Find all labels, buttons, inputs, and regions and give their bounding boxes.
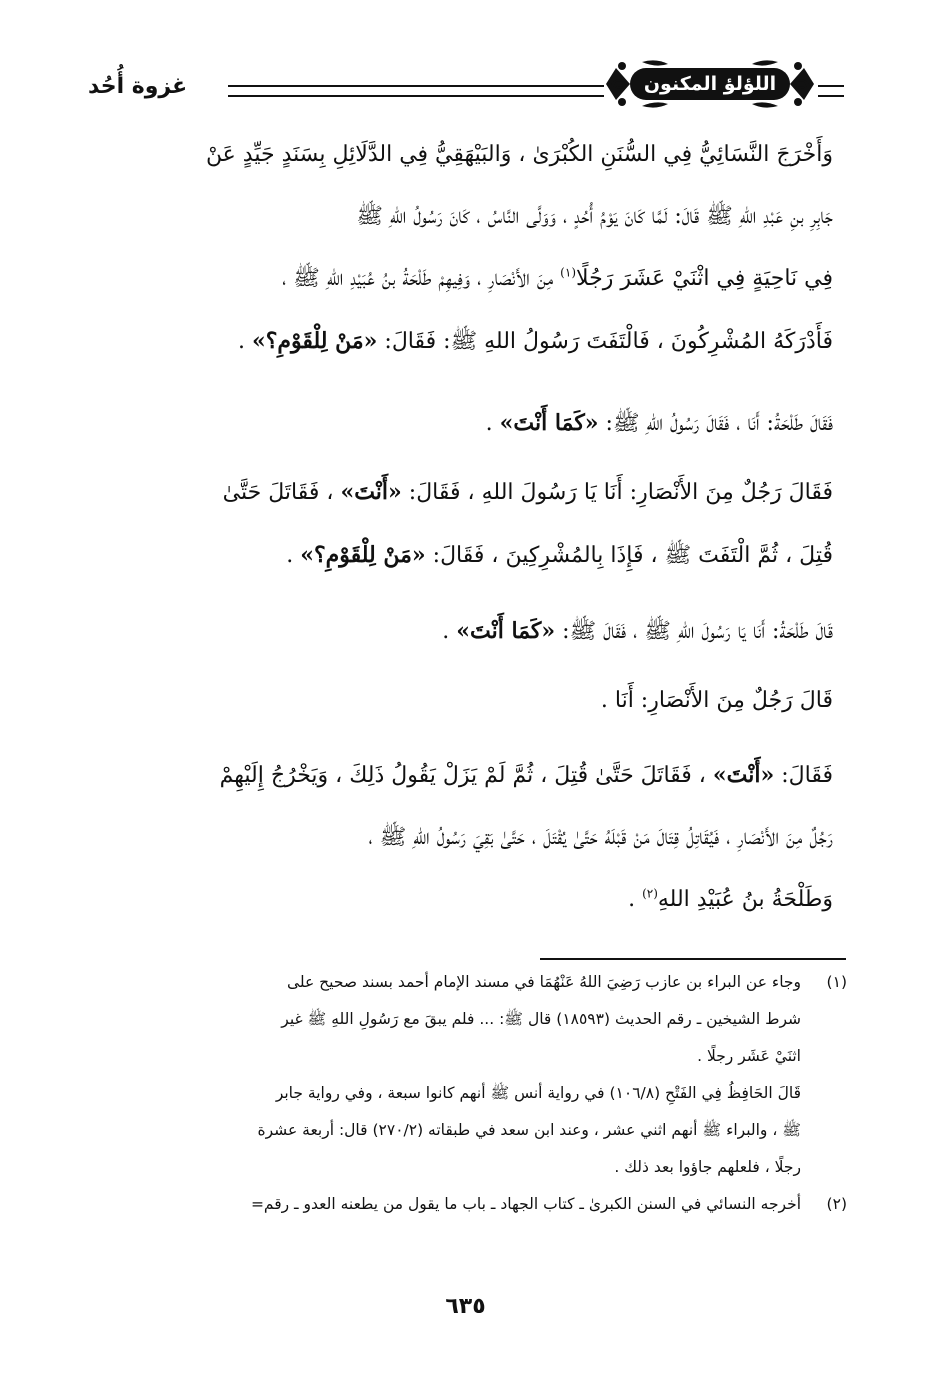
footnote-line: ﷺ ، والبراء ﷺ أنهم اثني عشر ، وعند ابن سعد في طبقاته (٢٧٠/٢) قال: أربعة عشرة — [257, 1121, 801, 1139]
paragraph-line — [93, 248, 833, 310]
text-run: مِنَ الأَنْصَارِ ، وَفِيهِمْ طَلْحَةُ بنُ عُبَيْدِ اللهِ ﷺ ، — [282, 266, 561, 291]
footnote-number: (١) — [826, 973, 847, 991]
book-title-ornament — [602, 58, 818, 110]
book-title: اللؤلؤ المكنون — [630, 68, 790, 100]
text-run: ، فَقَاتَلَ حَتَّىٰ قُتِلَ ، ثُمَّ لَمْ يَزَلْ يَقُولُ ذَلِكَ ، وَيَخْرُجُ إِلَيْهِمْ — [219, 763, 713, 788]
footnote-line: شرط الشيخين ـ رقم الحديث (١٨٥٩٣) قال ﷺ: ... فلم يبقَ مع رَسُولِ اللهِ ﷺ غير — [281, 1010, 801, 1028]
paragraph-line — [93, 461, 833, 524]
footnote-separator — [540, 958, 846, 960]
text-run: قَالَ طَلْحَةُ: أَنَا يَا رَسُولَ اللهِ ﷺ ، فَقَالَ ﷺ: — [555, 619, 833, 644]
prophet-quote: «أَنْتَ» — [712, 762, 775, 788]
footnote-2 — [87, 1186, 847, 1223]
text-run: . — [237, 329, 252, 354]
paragraph-6 — [93, 744, 833, 931]
text-run: ، فَقَاتَلَ حَتَّىٰ — [222, 480, 341, 505]
footnote-ref-2[interactable]: (٢) — [642, 886, 658, 901]
text-run: فَقَالَ: — [774, 763, 833, 788]
prophet-quote: «مَنْ لِلْقَوْمِ؟» — [251, 328, 378, 354]
paragraph-3 — [93, 461, 833, 587]
running-header — [88, 52, 846, 116]
prophet-quote: «أَنْتَ» — [340, 479, 402, 505]
paragraph-2 — [93, 392, 833, 455]
footnote-line: قَالَ الحَافِظُ فِي الفَتْحِ (١٠٦/٨) في رواية أنس ﷺ أنهم كانوا سبعة ، وفي رواية جابر — [275, 1084, 801, 1102]
header-rule-right — [818, 85, 844, 97]
text-run: فِي نَاحِيَةٍ فِي اثْنَيْ عَشَرَ رَجُلًا — [576, 266, 833, 291]
paragraph-line — [93, 869, 833, 931]
footnote-line: وجاء عن البراء بن عازب رَضِيَ اللهُ عَنْهُمَا في مسند الإمام أحمد بسند صحيح على — [286, 973, 801, 991]
footnotes — [87, 964, 847, 1223]
footnote-number: (٢) — [826, 1195, 847, 1213]
page-number: ٦٣٥ — [445, 1294, 486, 1319]
footnote-ref-1[interactable]: (١) — [560, 265, 576, 280]
paragraph-4 — [93, 600, 833, 663]
footnote-line: رجلًا ، فلعلهم جاؤوا بعد ذلك . — [614, 1158, 801, 1176]
text-run: قُتِلَ ، ثُمَّ الْتَفَتَ ﷺ ، فَإِذَا بِالمُشْرِكِينَ ، فَقَالَ: — [425, 543, 833, 568]
header-rule-left — [228, 85, 604, 97]
text-run: فَقَالَ رَجُلٌ مِنَ الأَنْصَارِ: أَنَا يَا رَسُولَ اللهِ ، فَقَالَ: — [401, 480, 833, 505]
footnote-line: اثنَيْ عَشَر رجلًا . — [697, 1047, 801, 1065]
text-run: . — [485, 411, 500, 436]
paragraph-line — [93, 310, 833, 373]
paragraph-line: رَجُلٌ مِنَ الأَنْصَارِ ، فَيُقَاتِلُ قِتَالَ مَنْ قَبْلَهُ حَتَّىٰ يُقْتَلَ ، حَتَّىٰ بَقِيَ رَسُولُ اللهِ ﷺ ، — [368, 825, 833, 850]
prophet-quote: «كَمَا أَنْتَ» — [456, 618, 556, 644]
prophet-quote: «مَنْ لِلْقَوْمِ؟» — [300, 542, 426, 568]
paragraph-line — [93, 392, 833, 455]
paragraph-line — [93, 524, 833, 587]
paragraph-line — [93, 744, 833, 807]
paragraph-line: وَأَخْرَجَ النَّسَائِيُّ فِي السُّنَنِ الكُبْرَىٰ ، وَالبَيْهَقِيُّ فِي الدَّلَائِلِ بِسَنَدٍ جَيِّدٍ عَنْ — [205, 142, 833, 167]
text-run: فَقَالَ طَلْحَةُ: أَنَا ، فَقَالَ رَسُولُ اللهِ ﷺ: — [598, 411, 833, 436]
paragraph-1 — [93, 124, 833, 373]
paragraph-line — [93, 600, 833, 663]
paragraph-5 — [93, 670, 833, 732]
paragraph-line: جَابِرِ بنِ عَبْدِ اللهِ ﷺ قَالَ: لَمَّا كَانَ يَوْمُ أُحُدٍ ، وَوَلَّى النَّاسُ ، كَانَ رَسُولُ اللهِ ﷺ — [356, 204, 833, 229]
text-run: . — [628, 887, 643, 912]
text-run: . — [442, 619, 457, 644]
prophet-quote: «كَمَا أَنْتَ» — [499, 410, 599, 436]
chapter-title: غزوة أُحُد — [88, 74, 188, 99]
footnote-line: أخرجه النسائي في السنن الكبرىٰ ـ كتاب الجهاد ـ باب ما يقول من يطعنه العدو ـ رقم= — [250, 1195, 801, 1213]
text-run: فَأَدْرَكَهُ المُشْرِكُونَ ، فَالْتَفَتَ رَسُولُ اللهِ ﷺ: فَقَالَ: — [377, 329, 833, 354]
text-run: وَطَلْحَةُ بنُ عُبَيْدِ اللهِ — [657, 887, 833, 912]
paragraph-line: قَالَ رَجُلٌ مِنَ الأَنْصَارِ: أَنَا . — [600, 688, 833, 713]
footnote-1 — [87, 964, 847, 1186]
text-run: . — [286, 543, 301, 568]
